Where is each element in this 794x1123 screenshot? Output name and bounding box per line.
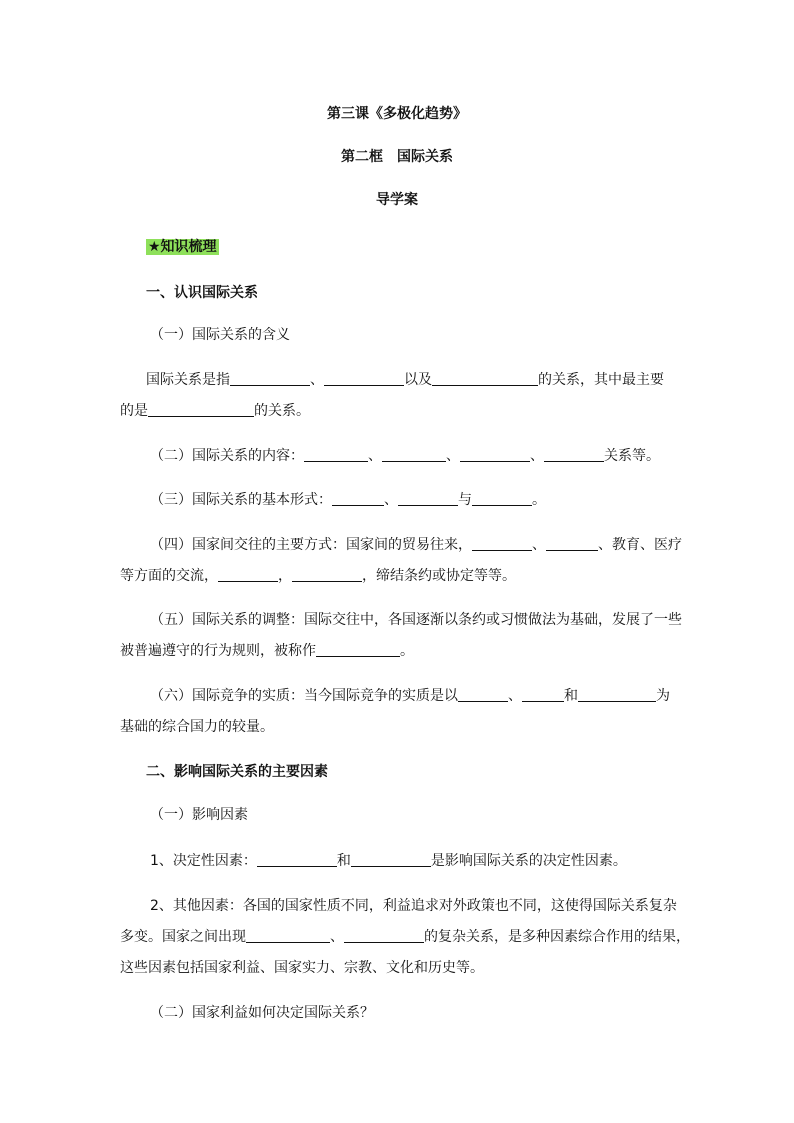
- lesson-subtitle: 第二框 国际关系: [341, 149, 453, 165]
- text: （三）国际关系的基本形式：: [150, 492, 332, 508]
- fill-blank[interactable]: [522, 687, 564, 702]
- text: （六）国际竞争的实质：当今国际竞争的实质是以: [150, 688, 458, 704]
- text: 的是: [120, 403, 148, 419]
- fill-blank[interactable]: [472, 536, 532, 551]
- part2-heading: 二、影响国际关系的主要因素: [146, 764, 328, 780]
- text: 、教育、医疗: [598, 537, 682, 553]
- text: 、: [446, 448, 460, 464]
- part1-s1-title: （一）国际关系的含义: [150, 327, 290, 343]
- text: 被普遍遵守的行为规则，被称作: [120, 643, 316, 659]
- part2-factor1-line: [150, 851, 627, 871]
- part1-s5-line-a: （五）国际关系的调整：国际交往中，各国逐渐以条约或习惯做法为基础，发展了一些: [150, 612, 682, 628]
- text: 关系等。: [604, 448, 660, 464]
- text: 、: [310, 372, 324, 388]
- part1-s1-line-b: [120, 401, 310, 421]
- fill-blank[interactable]: [460, 447, 530, 462]
- text: 等方面的交流，: [120, 568, 218, 584]
- fill-blank[interactable]: [382, 447, 446, 462]
- text: 和: [564, 688, 578, 704]
- part1-s2-line: [150, 446, 660, 466]
- text: （二）国际关系的内容：: [150, 448, 304, 464]
- fill-blank[interactable]: [304, 447, 368, 462]
- text: 。: [532, 492, 546, 508]
- text: 1、决定性因素：: [150, 853, 257, 869]
- text: ，: [278, 568, 292, 584]
- fill-blank[interactable]: [578, 687, 656, 702]
- fill-blank[interactable]: [458, 687, 508, 702]
- fill-blank[interactable]: [472, 491, 532, 506]
- text: 、: [530, 448, 544, 464]
- fill-blank[interactable]: [218, 567, 278, 582]
- text: 的关系。: [254, 403, 310, 419]
- part1-s6-line-b: 基础的综合国力的较量。: [120, 719, 274, 735]
- text: （四）国家间交往的主要方式：国家间的贸易往来，: [150, 537, 472, 553]
- part2-factor2-line-a: 2、其他因素：各国的国家性质不同，利益追求对外政策也不同，这使得国际关系复杂: [150, 898, 677, 914]
- part1-s3-line: [150, 490, 546, 510]
- fill-blank[interactable]: [398, 491, 458, 506]
- highlighted-label: ★知识梳理: [148, 239, 217, 255]
- text: 多变。国家之间出现: [120, 929, 246, 945]
- part2-factor2-line-b: [120, 927, 690, 947]
- text: 。: [400, 643, 414, 659]
- fill-blank[interactable]: [316, 642, 400, 657]
- part1-s1-line-a: [146, 370, 664, 390]
- text: 是影响国际关系的决定性因素。: [430, 853, 627, 869]
- section-marker: [146, 237, 219, 257]
- text: 、: [508, 688, 522, 704]
- text: 的复杂关系，是多种因素综合作用的结果，: [424, 929, 690, 945]
- document-type: 导学案: [376, 192, 418, 208]
- part1-s6-line-a: [150, 686, 670, 706]
- text: 国际关系是指: [146, 372, 230, 388]
- text: 为: [656, 688, 670, 704]
- part2-factor2-line-c: 这些因素包括国家利益、国家实力、宗教、文化和历史等。: [120, 960, 484, 976]
- fill-blank[interactable]: [324, 371, 404, 386]
- text: 、: [384, 492, 398, 508]
- part1-s4-line-a: [150, 535, 682, 555]
- fill-blank[interactable]: [292, 567, 362, 582]
- fill-blank[interactable]: [246, 928, 330, 943]
- fill-blank[interactable]: [148, 402, 254, 417]
- text: 、: [532, 537, 546, 553]
- fill-blank[interactable]: [432, 371, 538, 386]
- text: 的关系，其中最主要: [538, 372, 664, 388]
- fill-blank[interactable]: [332, 491, 384, 506]
- text: 和: [336, 853, 351, 869]
- text: ，缔结条约或协定等等。: [362, 568, 516, 584]
- text: 与: [458, 492, 472, 508]
- text: 以及: [404, 372, 432, 388]
- part1-s5-line-b: [120, 641, 414, 661]
- fill-blank[interactable]: [351, 852, 431, 867]
- fill-blank[interactable]: [344, 928, 424, 943]
- part1-s4-line-b: [120, 566, 516, 586]
- text: 、: [368, 448, 382, 464]
- fill-blank[interactable]: [546, 536, 598, 551]
- fill-blank[interactable]: [230, 371, 310, 386]
- part2-s1-title: （一）影响因素: [150, 807, 248, 823]
- text: 、: [330, 929, 344, 945]
- part1-heading: 一、认识国际关系: [146, 285, 258, 301]
- fill-blank[interactable]: [544, 447, 604, 462]
- lesson-title: 第三课《多极化趋势》: [327, 106, 467, 122]
- fill-blank[interactable]: [257, 852, 337, 867]
- part2-s2-title: （二）国家利益如何决定国际关系？: [150, 1005, 374, 1021]
